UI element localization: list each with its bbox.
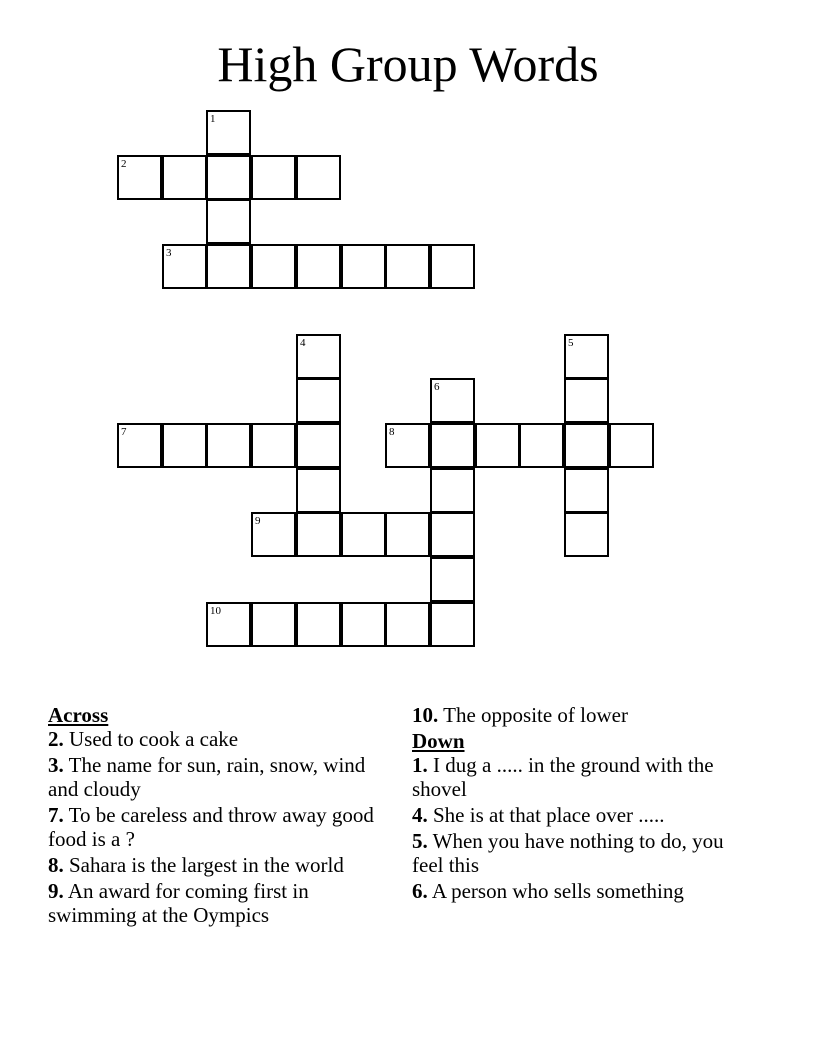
cell-number: 8 [389,426,395,438]
grid-cell[interactable] [430,423,475,468]
grid-cell[interactable] [251,244,296,289]
grid-cell[interactable] [296,155,341,200]
grid-cell[interactable] [251,423,296,468]
grid-cell[interactable] [564,378,609,423]
grid-cell[interactable] [117,423,162,468]
cell-number: 3 [166,247,172,259]
grid-cell[interactable] [564,334,609,379]
clue-text: The opposite of lower [438,703,628,727]
cell-number: 9 [255,515,261,527]
cell-number: 1 [210,113,216,125]
grid-cell[interactable] [296,244,341,289]
grid-cell[interactable] [519,423,564,468]
cell-number: 6 [434,381,440,393]
grid-cell[interactable] [206,110,251,155]
clue-number: 4. [412,803,428,827]
clue-text: She is at that place over ..... [427,803,665,827]
grid-cell[interactable] [251,512,296,557]
grid-cell[interactable] [341,244,386,289]
clue-text: An award for coming first in swimming at the Oympics [48,879,309,927]
clue-text: To be careless and throw away good food is a ? [48,803,374,851]
grid-cell[interactable] [117,155,162,200]
grid-cell[interactable] [430,602,475,647]
clue-down-6 [412,879,742,903]
clues-left-column [48,703,378,929]
cell-number: 4 [300,337,306,349]
cell-number: 5 [568,337,574,349]
grid-cell[interactable] [564,423,609,468]
grid-cell[interactable] [430,557,475,602]
grid-cell[interactable] [430,468,475,513]
grid-cell[interactable] [206,244,251,289]
clue-across-8 [48,853,378,877]
clue-text: When you have nothing to do, you feel this [412,829,724,877]
clue-number: 9. [48,879,64,903]
grid-cell[interactable] [251,155,296,200]
grid-cell[interactable] [296,334,341,379]
clue-down-1 [412,753,742,801]
across-heading: Across [48,703,109,727]
grid-cell[interactable] [341,602,386,647]
grid-cell[interactable] [430,244,475,289]
grid-cell[interactable] [296,378,341,423]
clue-across-7 [48,803,378,851]
clue-across-3 [48,753,378,801]
grid-cell[interactable] [162,423,207,468]
clue-number: 1. [412,753,428,777]
grid-cell[interactable] [162,155,207,200]
cell-number: 7 [121,426,127,438]
grid-cell[interactable] [296,423,341,468]
grid-cell[interactable] [296,468,341,513]
clue-number: 6. [412,879,428,903]
grid-cell[interactable] [251,602,296,647]
grid-cell[interactable] [385,244,430,289]
clue-text: Used to cook a cake [63,727,239,751]
clue-text: Sahara is the largest in the world [63,853,344,877]
grid-cell[interactable] [564,468,609,513]
grid-cell[interactable] [430,378,475,423]
clue-text: The name for sun, rain, snow, wind and cloudy [48,753,366,801]
grid-cell[interactable] [385,423,430,468]
grid-cell[interactable] [341,512,386,557]
grid-cell[interactable] [296,512,341,557]
grid-cell[interactable] [206,602,251,647]
down-heading: Down [412,729,465,753]
page-title: High Group Words [217,36,599,92]
clue-down-5 [412,829,742,877]
clue-across-9 [48,879,378,927]
clue-text: A person who sells something [427,879,684,903]
clue-number: 3. [48,753,64,777]
clue-number: 7. [48,803,64,827]
grid-cell[interactable] [385,512,430,557]
grid-cell[interactable] [206,155,251,200]
grid-cell[interactable] [206,199,251,244]
grid-cell[interactable] [430,512,475,557]
clue-text: I dug a ..... in the ground with the shovel [412,753,714,801]
grid-cell[interactable] [162,244,207,289]
cell-number: 10 [210,605,221,617]
grid-cell[interactable] [564,512,609,557]
grid-cell[interactable] [385,602,430,647]
grid-cell[interactable] [296,602,341,647]
clue-number: 10. [412,703,439,727]
clue-across-10 [412,703,742,727]
grid-cell[interactable] [609,423,654,468]
clue-across-2 [48,727,378,751]
clues-right-column [412,703,742,905]
clue-number: 8. [48,853,64,877]
clue-number: 5. [412,829,428,853]
clue-number: 2. [48,727,64,751]
cell-number: 2 [121,158,127,170]
grid-cell[interactable] [206,423,251,468]
grid-cell[interactable] [475,423,520,468]
clue-down-4 [412,803,742,827]
